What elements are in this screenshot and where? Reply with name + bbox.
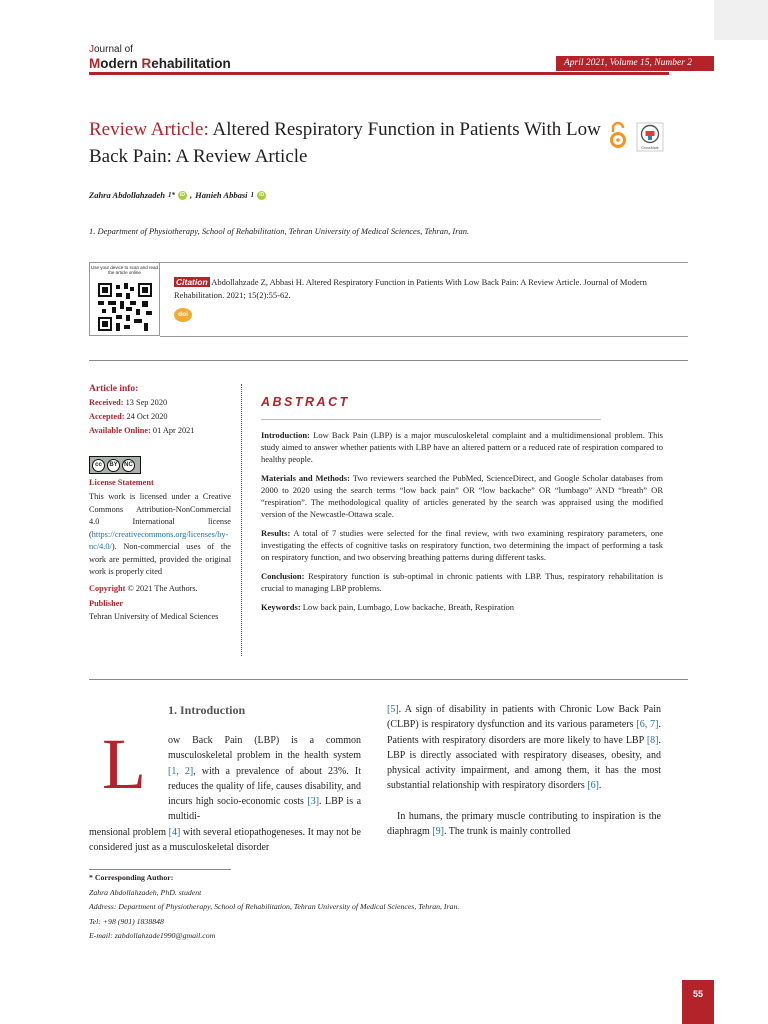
column-divider xyxy=(241,384,242,656)
introduction-heading: 1. Introduction xyxy=(168,703,246,717)
section-divider xyxy=(89,360,688,361)
nc-icon: NC xyxy=(122,459,135,472)
qr-code-icon[interactable] xyxy=(98,283,152,331)
article-title-text: Altered Respiratory Function in Patients With Low Back Pain: A Review Article xyxy=(89,119,601,167)
introduction-right-column: [5]. A sign of disability in patients with Chronic Low Back Pain (CLBP) is respiratory dysfunction and its various parameters [6, 7]. Patients with respiratory disorders are more likely to have LBP [8]. LBP is directly associated with respiratory diseases, obesity, and physical activity impairment, and among them, it has the most substantial relationship with respiratory disorders [6]. In humans, the primary muscle contributing to inspiration is the diaphragm [9]. The trunk is mainly controlled xyxy=(387,704,662,838)
author-separator: , xyxy=(190,190,193,200)
by-icon: BY xyxy=(107,459,120,472)
header-rule xyxy=(89,72,669,75)
corner-block xyxy=(714,0,768,40)
reference-link[interactable]: [6, 7] xyxy=(636,719,659,731)
abstract-keywords: Keywords: Low back pain, Lumbago, Low backache, Breath, Respiration xyxy=(261,602,515,612)
received-date: Received: 13 Sep 2020 xyxy=(89,398,168,407)
abstract-rule xyxy=(261,419,601,420)
article-info-heading: Article info: xyxy=(89,384,139,394)
accepted-date: Accepted: 24 Oct 2020 xyxy=(89,412,168,421)
citation-rule xyxy=(160,336,688,337)
abstract xyxy=(261,395,663,613)
license-statement: This work is licensed under a Creative Commons Attribution-NonCommercial 4.0 International license (https://creativecommons.org/licenses/by-nc/4.0/). Non-commercial uses of the work are permitted, provided the original work is properly cited xyxy=(89,492,231,576)
author-phone: Tel: +98 (901) 1838848 xyxy=(89,916,164,926)
citation-label: Citation xyxy=(176,277,208,287)
abstract-conclusion: Conclusion: Respiratory function is sub-optimal in chronic patients with LBP. Thus, respiratory rehabilitation is crucial to managing LBP problems. xyxy=(261,571,663,593)
abstract-results: Results: A total of 7 studies were selected for the final review, with two examining respiratory parameters, one investigating the effects of cognitive tasks on respiratory function, two determining the impact of performing a task on respiratory function, and two observing breathing patterns during different tasks. xyxy=(261,528,663,562)
reference-link[interactable]: [8] xyxy=(646,734,659,746)
author-email: E-mail: zabdollahzade1990@gmail.com xyxy=(89,931,216,940)
reference-link[interactable]: [3] xyxy=(307,796,320,808)
cc-icon: cc xyxy=(92,459,105,472)
scan-instruction: Use your device to scan and read the article online xyxy=(90,265,159,275)
corresponding-author xyxy=(89,871,459,944)
issue-badge: April 2021, Volume 15, Number 2 xyxy=(556,56,714,71)
author-list xyxy=(89,190,266,200)
introduction-paragraph: ow Back Pain (LBP) is a common musculoskeletal problem in the health system [1, 2], with a prevalence of about 23%. It reduces the quality of life, causes disability, and incurs high socio-economic costs [3]. LBP is a multidi- xyxy=(168,735,362,823)
author-name: Zahra Abdollahzadeh xyxy=(89,190,165,200)
article-type-label: Review Article: xyxy=(89,119,209,140)
introduction-paragraph-continued: mensional problem [4] with several etiopathogeneses. It may not be considered just as a musculoskeletal disorder xyxy=(89,827,361,854)
license-heading: License Statement xyxy=(89,478,154,487)
orcid-icon[interactable]: iD xyxy=(259,191,265,198)
author-name: Zahra Abdollahzadeh, PhD. student xyxy=(89,887,202,897)
copyright: Copyright © 2021 The Authors. xyxy=(89,583,198,593)
affiliation: 1. Department of Physiotherapy, School of Rehabilitation, Tehran University of Medical Sciences, Tehran, Iran. xyxy=(89,226,470,236)
footnote-heading: * Corresponding Author: xyxy=(89,873,174,882)
license-link[interactable]: https://creativecommons.org/licenses/by-nc/4.0/ xyxy=(89,529,229,551)
journal-logo-line2: Modern Rehabilitation xyxy=(89,56,231,71)
publisher-heading: Publisher xyxy=(89,598,124,608)
abstract-introduction: Introduction: Low Back Pain (LBP) is a major musculoskeletal complaint and a multidimensional problem. This study aimed to answer whether patients with LBP have an altered pattern or a reduced rate of respiration compared to healthy people. xyxy=(261,430,663,464)
qr-box xyxy=(89,262,160,336)
citation-body: Abdollahzade Z, Abbasi H. Altered Respiratory Function in Patients With Low Back Pain: A Review Article. Journal of Modern Rehabilitation. 2021; 15(2):55-62. xyxy=(174,277,647,300)
footnote-rule xyxy=(89,869,231,870)
reference-link[interactable]: [5] xyxy=(387,704,399,715)
author-address: Address: Department of Physiotherapy, School of Rehabilitation, Tehran University of Medical Sciences, Tehran, Iran. xyxy=(89,902,460,911)
article-info xyxy=(89,382,231,623)
article-title xyxy=(89,116,619,170)
reference-link[interactable]: [1, 2] xyxy=(168,765,194,777)
reference-link[interactable]: [6] xyxy=(587,780,599,792)
abstract-methods: Materials and Methods: Two reviewers searched the PubMed, ScienceDirect, and Google Scholar databases from 2000 to 2020 using the search terms “low back pain” OR “low backache” OR “lumbago” AND “breath” OR “respiration”. The methodological quality of articles generated by the search was appraised using the modified version of the Newcastle-Ottawa scale. xyxy=(261,473,664,519)
author-name: Hanieh Abbasi xyxy=(195,190,248,200)
citation-rule xyxy=(160,262,688,263)
author-superscript: 1* xyxy=(167,191,176,199)
citation-text xyxy=(174,276,680,302)
reference-link[interactable]: [9] xyxy=(432,826,444,838)
reference-link[interactable]: [4] xyxy=(168,827,181,838)
open-access-icon xyxy=(608,121,628,149)
drop-cap: L xyxy=(102,724,146,804)
abstract-heading: ABSTRACT xyxy=(261,395,350,409)
doi-icon[interactable]: doi xyxy=(174,308,192,322)
journal-logo xyxy=(89,45,231,71)
orcid-icon[interactable]: iD xyxy=(180,191,186,198)
journal-logo-line1: Journal of xyxy=(89,44,133,55)
page-number: 55 xyxy=(682,980,714,1024)
crossmark-label: CrossMark xyxy=(641,146,659,150)
cc-license-icon[interactable] xyxy=(89,456,141,474)
crossmark-icon[interactable] xyxy=(636,122,664,152)
publisher: Tehran University of Medical Sciences xyxy=(89,611,219,621)
online-date: Available Online: 01 Apr 2021 xyxy=(89,426,195,435)
section-divider xyxy=(89,679,688,680)
author-superscript: 1 xyxy=(250,191,255,199)
